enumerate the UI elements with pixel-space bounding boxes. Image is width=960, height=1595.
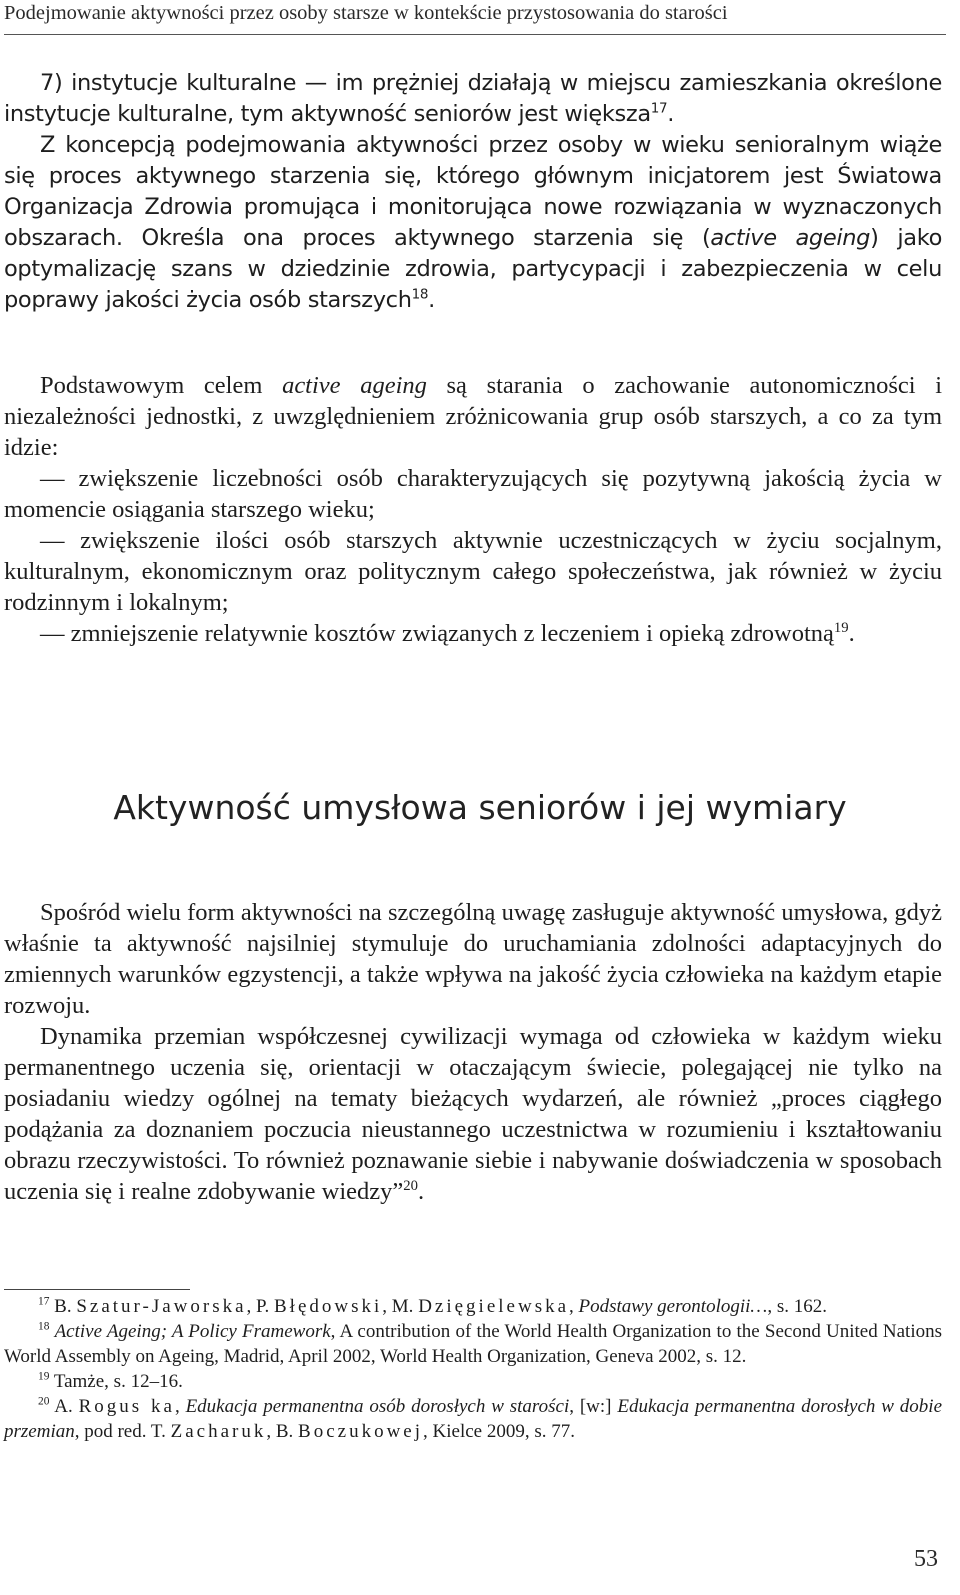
body-text-block-3 [4, 897, 942, 1207]
page-number: 53 [914, 1546, 938, 1572]
footnote-ref-20[interactable]: 20 [403, 1177, 418, 1194]
paragraph-goals: Podstawowym celem active ageing są starania o zachowanie autonomiczności i niezależności jednostki, z uwzględnieniem zróżnicowania grup osób starszych, a co za tym idzie: [4, 372, 942, 461]
body-text-block-2 [4, 370, 942, 649]
paragraph-list-item-7: 7) instytucje kulturalne — im prężniej działają w miejscu zamieszkania określone instytucje kulturalne, tym aktywność seniorów jest większa$^{17}$. [4, 70, 942, 127]
footnote-ref-19[interactable]: 19 [833, 619, 849, 636]
footnote-20: $^{20}$ A. Rogus ka, Edukacja permanentna osób dorosłych w starości, [w:] Edukacja permanentna dorosłych w dobie przemian, pod red. T. Zacharuk, B. Boczukowej, Kielce 2009, s. 77. [4, 1395, 943, 1442]
list-item: — zwiększenie liczebności osób charakteryzujących się pozytywną jakością życia w momencie osiągania starszego wieku; [4, 465, 942, 523]
body-text-block-1 [4, 68, 942, 316]
list-item: — zwiększenie ilości osób starszych aktywnie uczestniczących w życiu socjalnym, kulturalnym, ekonomicznym oraz politycznym całego społeczeństwa, jak również w życiu rodzinnym i lokalnym; [4, 527, 942, 616]
header-rule [4, 34, 946, 35]
list-item: — zmniejszenie relatywnie kosztów związanych z leczeniem i opieką zdrowotną$^{19}$. [40, 619, 855, 647]
footnote-17: $^{17}$ B. Szatur-Jaworska, P. Błędowski, M. Dzięgielewska, Podstawy gerontologii…, s. 162. [38, 1295, 827, 1317]
paragraph-mental-activity: Spośród wielu form aktywności na szczególną uwagę zasługuje aktywność umysłowa, gdyż właśnie ta aktywność najsilniej stymuluje do uruchamiania zdolności adaptacyjnych do zmiennych warunków egzystencji, a także wpływa na jakość życia człowieka na każdym etapie rozwoju. [4, 899, 942, 1019]
footnote-19: $^{19}$ Tamże, s. 12–16. [38, 1370, 183, 1392]
paragraph-active-ageing-intro: Z koncepcją podejmowania aktywności przez osoby w wieku senioralnym wiąże się proces aktywnego starzenia się, którego głównym inicjatorem jest Światowa Organizacja Zdrowia promująca i monitorująca nowe rozwiązania w wyznaczonych obszarach. Określa ona proces aktywnego starzenia się (active ageing) jako optymalizację szans w dziedzinie zdrowia, partycypacji i zabezpieczenia w celu poprawy jakości życia osób starszych$^{18}$. [4, 132, 942, 313]
footnote-18: $^{18}$ Active Ageing; A Policy Framework, A contribution of the World Health Organization to the Second United Nations World Assembly on Ageing, Madrid, April 2002, World Health Organization, Geneva 2002, s. 12. [4, 1320, 943, 1367]
section-heading: Aktywność umysłowa seniorów i jej wymiary [113, 788, 847, 827]
running-head: Podejmowanie aktywności przez osoby starsze w kontekście przystosowania do starości [4, 2, 728, 24]
footnote-ref-18[interactable]: 18 [411, 286, 429, 303]
footnotes [4, 1294, 942, 1444]
paragraph-dynamics: Dynamika przemian współczesnej cywilizacji wymaga od człowieka w każdym wieku permanentnego uczenia się, orientacji w otaczającym świecie, polegającej nie tylko na posiadaniu wiedzy ogólnej na tematy bieżących wydarzeń, ale również „proces ciągłego podążania za doznaniem poczucia nieustannego uczestnictwa w rozumieniu i kształtowaniu obrazu rzeczywistości. To również poznawanie siebie i nabywanie doświadczenia w sposobach uczenia się i realne zdobywanie wiedzy”$^{20}$. [4, 1023, 942, 1205]
footnote-separator [4, 1289, 190, 1290]
footnote-ref-17[interactable]: 17 [650, 100, 668, 117]
